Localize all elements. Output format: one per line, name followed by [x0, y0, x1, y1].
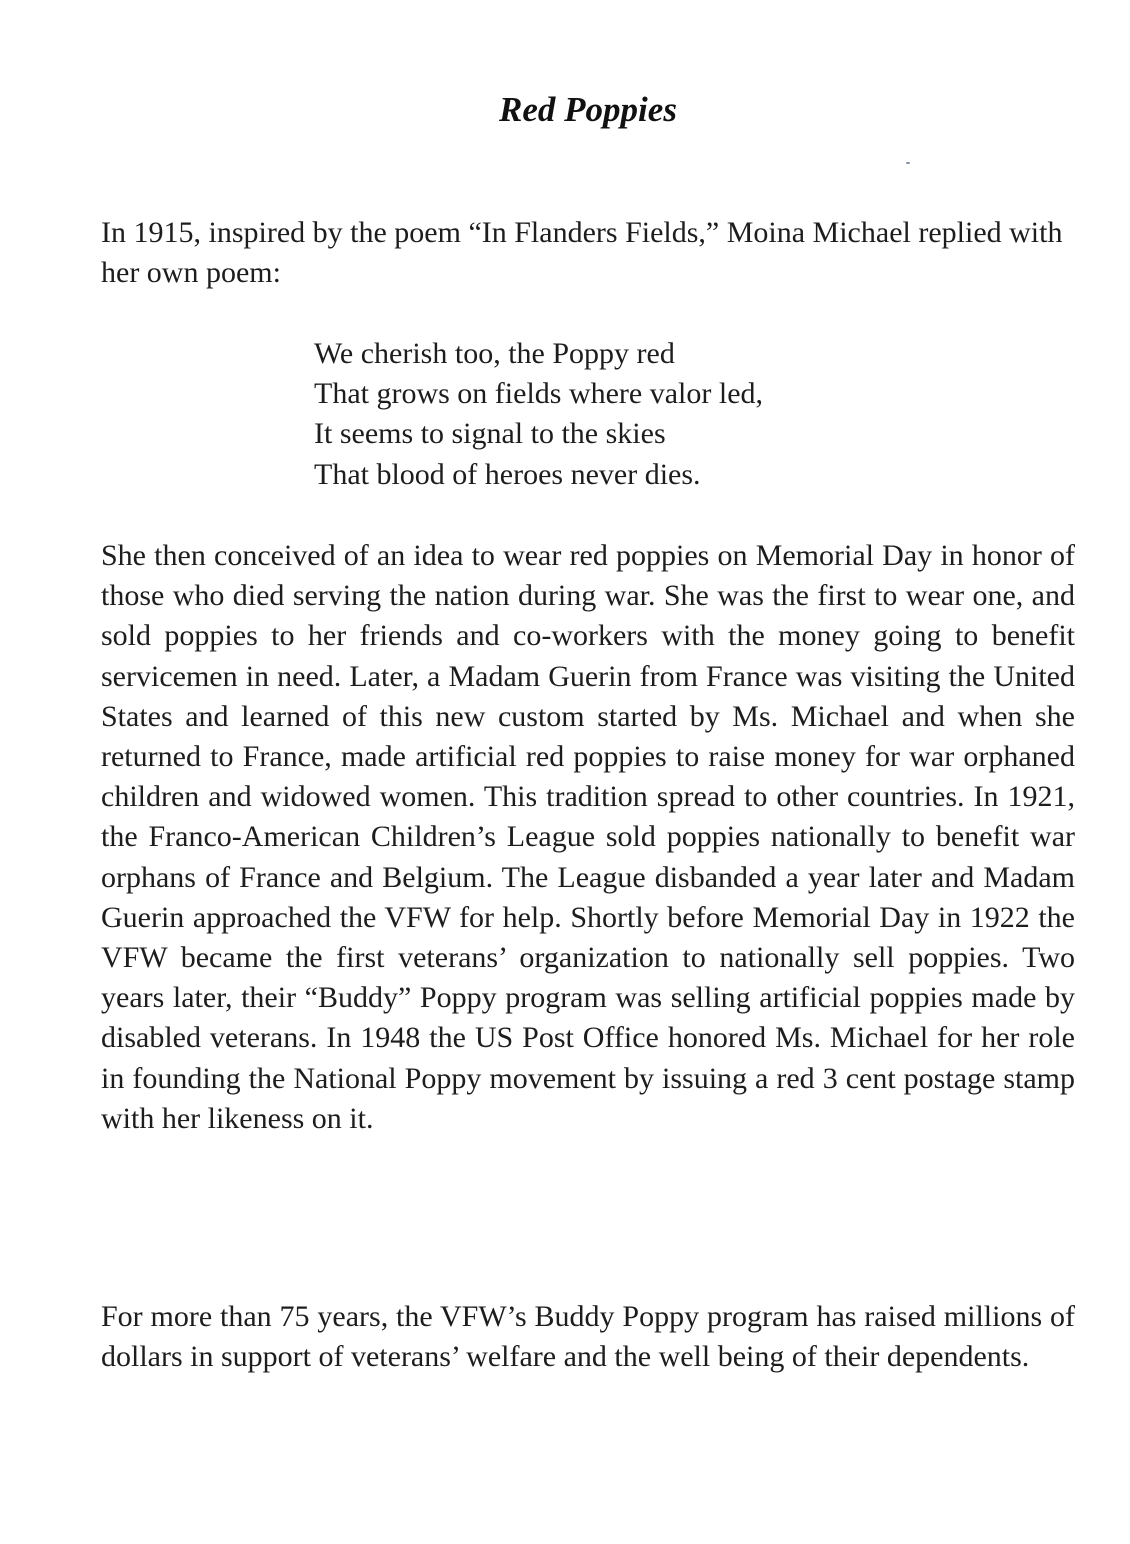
poem-line: We cherish too, the Poppy red: [314, 337, 675, 370]
poem-line: That blood of heroes never dies.: [314, 457, 701, 491]
poem-stanza: [314, 334, 954, 495]
poem-line: It seems to signal to the skies: [314, 417, 666, 451]
closing-paragraph: For more than 75 years, the VFW’s Buddy Poppy program has raised millions of dollars in support of veterans’ welfare and the well being of their dependents.: [101, 1300, 1075, 1374]
history-paragraph: She then conceived of an idea to wear red poppies on Memorial Day in honor of those who died serving the nation during war. She was the first to wear one, and sold poppies to her friends and co-workers with the money going to benefit servicemen in need. Later, a Madam Guerin from France was visiting the United States and learned of this new custom started by Ms. Michael and when she returned to France, made artificial red poppies to raise money for war orphaned children and widowed women. This tradition spread to other countries. In 1921, the Franco-American Children’s League sold poppies nationally to benefit war orphans of France and Belgium. The League disbanded a year later and Madam Guerin approached the VFW for help. Shortly before Memorial Day in 1922 the VFW became the first veterans’ organization to nationally sell poppies. Two years later, their “Buddy” Poppy program was selling artificial poppies made by disabled veterans. In 1948 the US Post Office honored Ms. Michael for her role in founding the National Poppy movement by issuing a red 3 cent postage stamp with her likeness on it.: [101, 539, 1075, 1135]
intro-paragraph: In 1915, inspired by the poem “In Flanders Fields,” Moina Michael replied with her own poem:: [101, 216, 1063, 290]
poem-line: That grows on fields where valor led,: [314, 377, 764, 411]
page-title: Red Poppies: [499, 90, 677, 129]
scan-speck: [906, 162, 910, 164]
